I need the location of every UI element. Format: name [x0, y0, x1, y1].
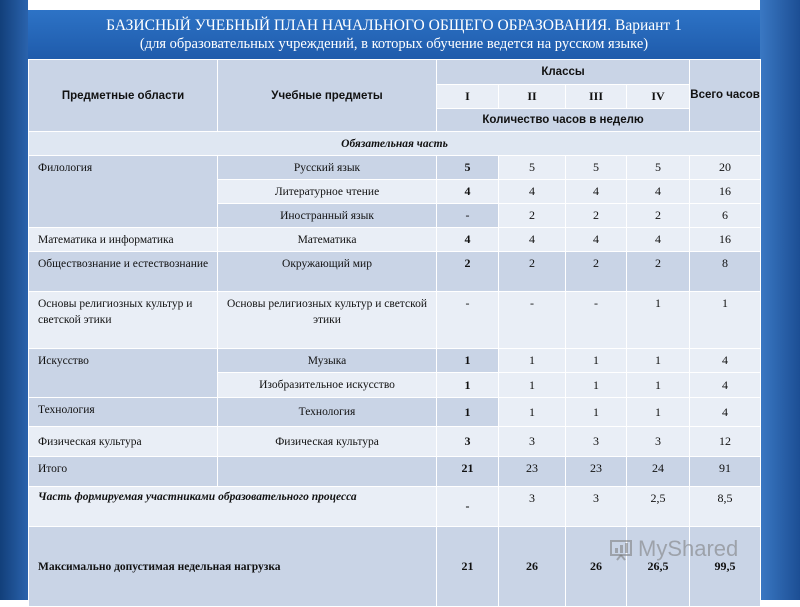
hours-cell: 1 — [566, 373, 627, 398]
subject-cell: Литературное чтение — [218, 180, 437, 204]
area-math: Математика и информатика — [29, 228, 218, 252]
table-row — [29, 292, 761, 349]
title-bar — [28, 10, 760, 60]
area-philology: Филология — [29, 156, 218, 228]
total-cell: 20 — [690, 156, 761, 180]
total-cell: 6 — [690, 204, 761, 228]
total-row — [29, 457, 761, 487]
hours-cell: 3 — [566, 487, 627, 527]
total-cell: 4 — [690, 349, 761, 373]
area-religion: Основы религиозных культур и светской этики — [29, 292, 218, 349]
hours-cell: 1 — [437, 398, 499, 427]
hours-cell: 3 — [499, 487, 566, 527]
table-row — [29, 349, 761, 373]
hours-cell: 2 — [437, 252, 499, 292]
hours-cell: 5 — [627, 156, 690, 180]
table-row — [29, 156, 761, 180]
total-cell: 16 — [690, 228, 761, 252]
hours-cell: 23 — [499, 457, 566, 487]
itogo-empty — [218, 457, 437, 487]
hours-cell: 3 — [566, 427, 627, 457]
total-cell: 8,5 — [690, 487, 761, 527]
header-classes: Классы — [437, 60, 690, 85]
title-line-1: БАЗИСНЫЙ УЧЕБНЫЙ ПЛАН НАЧАЛЬНОГО ОБЩЕГО ОБРАЗОВАНИЯ. Вариант 1 — [106, 17, 682, 34]
total-cell: 91 — [690, 457, 761, 487]
hours-cell: 1 — [627, 398, 690, 427]
area-pe: Физическая культура — [29, 427, 218, 457]
subject-cell: Окружающий мир — [218, 252, 437, 292]
grade-1: I — [437, 85, 499, 109]
hours-cell: 4 — [566, 228, 627, 252]
hours-cell: 4 — [627, 180, 690, 204]
hours-cell: 1 — [566, 398, 627, 427]
header-areas: Предметные области — [29, 60, 218, 132]
hours-cell: 4 — [627, 228, 690, 252]
total-cell: 4 — [690, 373, 761, 398]
hours-cell: 4 — [437, 180, 499, 204]
hours-cell: 1 — [437, 373, 499, 398]
hours-cell: 21 — [437, 527, 499, 607]
curriculum-table — [28, 59, 761, 607]
header-total: Всего часов — [690, 60, 761, 132]
hours-cell: - — [566, 292, 627, 349]
hours-cell: 23 — [566, 457, 627, 487]
total-cell: 16 — [690, 180, 761, 204]
subject-cell: Технология — [218, 398, 437, 427]
hours-cell: 1 — [627, 292, 690, 349]
hours-cell: - — [499, 292, 566, 349]
hours-cell: 2 — [627, 252, 690, 292]
subject-cell: Иностранный язык — [218, 204, 437, 228]
table-row — [29, 427, 761, 457]
total-cell: 1 — [690, 292, 761, 349]
grade-4: IV — [627, 85, 690, 109]
slide-background-left — [0, 0, 28, 600]
total-cell: 4 — [690, 398, 761, 427]
hours-cell: 1 — [499, 373, 566, 398]
watermark — [609, 536, 738, 562]
table-row — [29, 252, 761, 292]
hours-cell: - — [437, 487, 499, 527]
hours-cell: 1 — [566, 349, 627, 373]
hours-cell: 26 — [499, 527, 566, 607]
section-row — [29, 132, 761, 156]
total-cell: 8 — [690, 252, 761, 292]
total-cell: 12 — [690, 427, 761, 457]
hours-cell: 3 — [499, 427, 566, 457]
subject-cell: Физическая культура — [218, 427, 437, 457]
hours-cell: 1 — [627, 349, 690, 373]
hours-cell: - — [437, 204, 499, 228]
hours-cell: 4 — [437, 228, 499, 252]
table-row — [29, 228, 761, 252]
area-social: Обществознание и естествознание — [29, 252, 218, 292]
max-load-label: Максимально допустимая недельная нагрузка — [29, 527, 437, 607]
hours-cell: 26 — [566, 527, 627, 607]
slide-background-right — [760, 0, 800, 600]
section-required: Обязательная часть — [29, 132, 761, 156]
hours-cell: 5 — [437, 156, 499, 180]
hours-cell: - — [437, 292, 499, 349]
hours-cell: 2,5 — [627, 487, 690, 527]
subject-cell: Музыка — [218, 349, 437, 373]
hours-cell: 1 — [437, 349, 499, 373]
itogo-label: Итого — [29, 457, 218, 487]
table-row — [29, 398, 761, 427]
hours-cell: 24 — [627, 457, 690, 487]
total-cell: 99,5 — [690, 527, 761, 607]
watermark-text: MyShared — [638, 536, 739, 561]
hours-per-week-label: Количество часов в неделю — [437, 109, 690, 132]
hours-cell: 1 — [499, 349, 566, 373]
presentation-icon — [609, 539, 635, 561]
hours-cell: 3 — [627, 427, 690, 457]
area-art: Искусство — [29, 349, 218, 398]
area-technology: Технология — [29, 398, 218, 427]
hours-cell: 4 — [499, 180, 566, 204]
variable-part-label: Часть формируемая участниками образовательного процесса — [29, 487, 437, 527]
hours-cell: 2 — [499, 204, 566, 228]
hours-cell: 5 — [566, 156, 627, 180]
hours-cell: 3 — [437, 427, 499, 457]
grade-3: III — [566, 85, 627, 109]
subject-cell: Изобразительное искусство — [218, 373, 437, 398]
hours-cell: 5 — [499, 156, 566, 180]
subject-cell: Математика — [218, 228, 437, 252]
subject-cell: Русский язык — [218, 156, 437, 180]
hours-cell: 1 — [499, 398, 566, 427]
hours-cell: 2 — [627, 204, 690, 228]
hours-cell: 4 — [499, 228, 566, 252]
hours-cell: 26,5 — [627, 527, 690, 607]
hours-cell: 2 — [499, 252, 566, 292]
header-row — [29, 60, 761, 85]
subject-cell: Основы религиозных культур и светской этики — [218, 292, 437, 349]
hours-cell: 4 — [566, 180, 627, 204]
hours-cell: 21 — [437, 457, 499, 487]
hours-cell: 2 — [566, 252, 627, 292]
hours-cell: 1 — [627, 373, 690, 398]
grade-2: II — [499, 85, 566, 109]
title-line-2: (для образовательных учреждений, в которых обучение ведется на русском языке) — [139, 36, 649, 52]
slide-content — [28, 10, 760, 600]
variable-part-row — [29, 487, 761, 527]
header-subjects: Учебные предметы — [218, 60, 437, 132]
hours-cell: 2 — [566, 204, 627, 228]
